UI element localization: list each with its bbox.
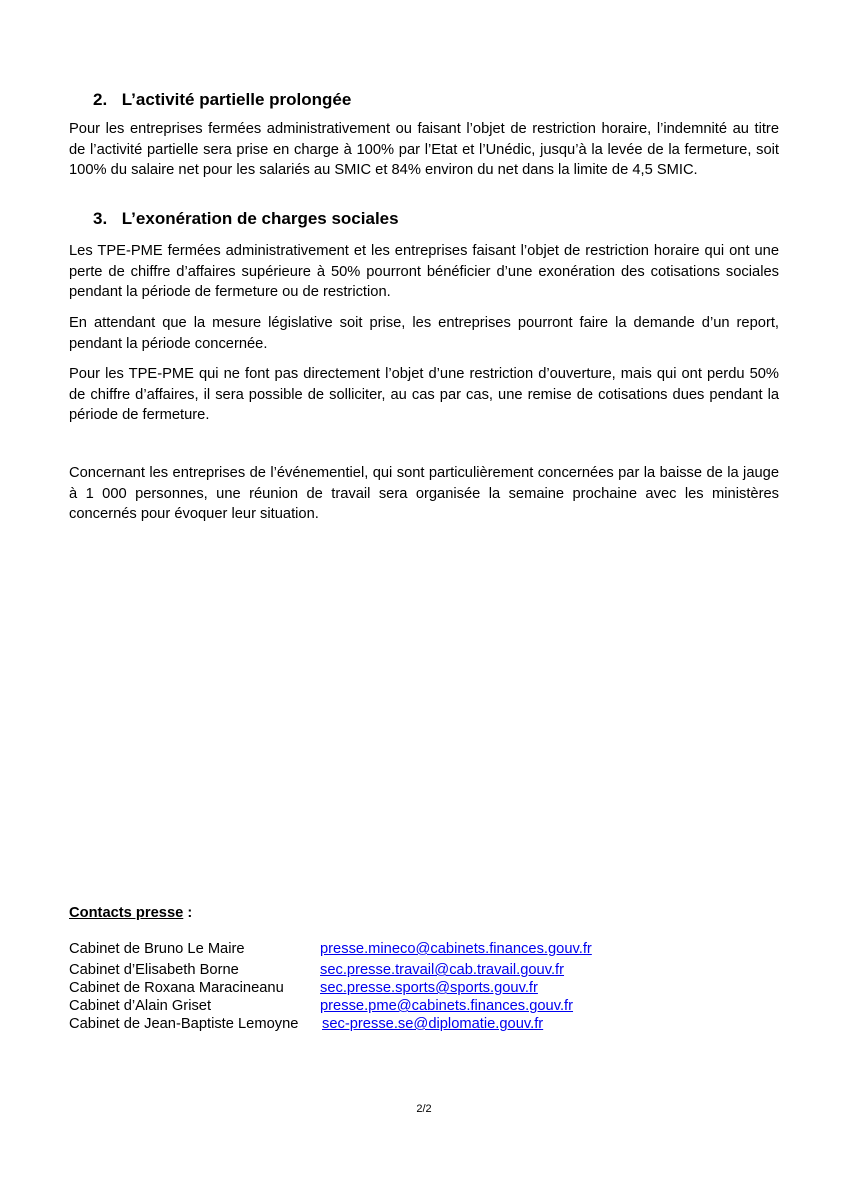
- paragraph-exoneration-1: Les TPE-PME fermées administrativement et les entreprises faisant l’objet de restriction horaire qui ont une perte de chiffre d’affaires supérieure à 50% pourront bénéficier d’une exonération des cotisations sociales pendant la période de fermeture ou de restriction.: [69, 243, 779, 300]
- contact-row: [69, 979, 789, 997]
- contact-email-link[interactable]: sec-presse.se@diplomatie.gouv.fr: [322, 1016, 544, 1032]
- contact-row: [69, 1015, 789, 1033]
- contact-row: [69, 961, 789, 979]
- contact-email-link[interactable]: sec.presse.sports@sports.gouv.fr: [320, 980, 538, 996]
- contact-name: Cabinet d’Elisabeth Borne: [69, 962, 239, 978]
- paragraph-exoneration-2: En attendant que la mesure législative soit prise, les entreprises pourront faire la demande d’un report, pendant la période concernée.: [69, 315, 779, 352]
- paragraph-exoneration-3: Pour les TPE-PME qui ne font pas directement l’objet d’une restriction d’ouverture, mais qui ont perdu 50% de chiffre d’affaires, il sera possible de solliciter, au cas par cas, une remise de cotisations dues pendant la période de fermeture.: [69, 366, 779, 423]
- page-number: 2/2: [416, 1103, 432, 1115]
- contact-list: [69, 940, 789, 1033]
- section-number: 2.: [93, 90, 108, 109]
- contact-row: [69, 997, 789, 1015]
- contact-email-link[interactable]: presse.pme@cabinets.finances.gouv.fr: [320, 998, 574, 1014]
- contact-name: Cabinet de Roxana Maracineanu: [69, 980, 284, 996]
- section-heading-activite-partielle: [93, 90, 351, 110]
- contact-email-link[interactable]: sec.presse.travail@cab.travail.gouv.fr: [320, 962, 565, 978]
- contact-name: Cabinet de Bruno Le Maire: [69, 941, 245, 957]
- paragraph-activite-partielle: Pour les entreprises fermées administrativement ou faisant l’objet de restriction horaire, l’indemnité au titre de l’activité partielle sera prise en charge à 100% par l’Etat et l’Unédic, jusqu’à la levée de la fermeture, soit 100% du salaire net pour les salariés au SMIC et 84% environ du net dans la limite de 4,5 SMIC.: [69, 121, 779, 178]
- contact-email-link[interactable]: presse.mineco@cabinets.finances.gouv.fr: [320, 941, 592, 957]
- contacts-heading-colon: :: [183, 905, 193, 921]
- contacts-heading: [69, 905, 192, 921]
- contact-name: Cabinet d’Alain Griset: [69, 998, 212, 1014]
- section-number: 3.: [93, 209, 108, 228]
- section-title: L’exonération de charges sociales: [121, 209, 399, 228]
- paragraph-evenementiel: Concernant les entreprises de l’événementiel, qui sont particulièrement concernées par la baisse de la jauge à 1 000 personnes, une réunion de travail sera organisée la semaine prochaine avec les ministères concernés pour évoquer leur situation.: [69, 465, 779, 522]
- section-title: L’activité partielle prolongée: [121, 90, 352, 109]
- contact-row: [69, 940, 789, 961]
- section-heading-exoneration: [93, 209, 399, 229]
- contacts-heading-label: Contacts presse: [69, 905, 184, 921]
- contact-name: Cabinet de Jean-Baptiste Lemoyne: [69, 1016, 299, 1032]
